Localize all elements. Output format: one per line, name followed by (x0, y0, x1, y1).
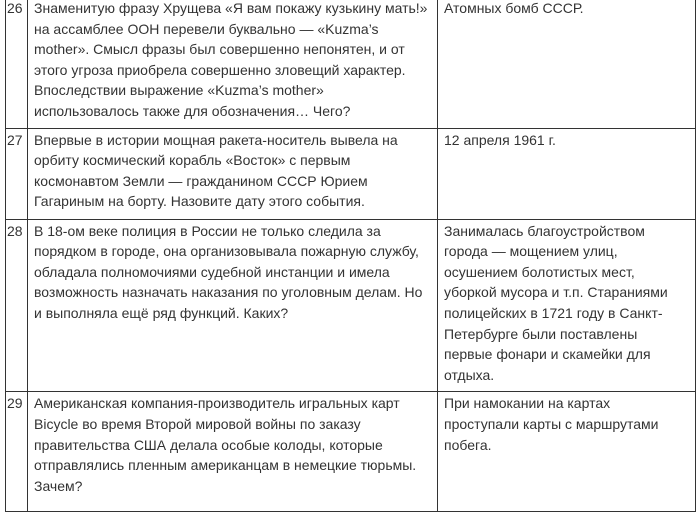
table-row (6, 392, 696, 512)
answer-text: 12 апреля 1961 г. (438, 128, 696, 219)
answer-text: Атомных бомб СССР. (438, 0, 696, 128)
question-number: 26 (6, 0, 28, 128)
quiz-table (5, 0, 696, 512)
answer-text: Занималась благоустройством города — мощением улиц, осушением болотистых мест, уборкой мусора и т.п. Стараниями полицейских в 1721 году в Санкт-Петербурге были поставлены первые фонари и скамейки для отдыха. (438, 219, 696, 392)
question-text: В 18-ом веке полиция в России не только следила за порядком в городе, она организовывала пожарную службу, обладала полномочиями судебной инстанции и имела возможность назначать наказания по уголовным делам. Но и выполняла ещё ряд функций. Каких? (28, 219, 438, 392)
table-row (6, 128, 696, 219)
question-text: Американская компания-производитель игральных карт Bicycle во время Второй мировой войны по заказу правительства США делала особые колоды, которые отправлялись пленным американцам в немецкие тюрьмы. Зачем? (28, 392, 438, 512)
question-text: Впервые в истории мощная ракета-носитель вывела на орбиту космический корабль «Восток» с первым космонавтом Земли — гражданином СССР Юрием Гагариным на борту. Назовите дату этого события. (28, 128, 438, 219)
table-row (6, 0, 696, 128)
question-number: 27 (6, 128, 28, 219)
question-number: 29 (6, 392, 28, 512)
question-number: 28 (6, 219, 28, 392)
answer-text: При намокании на картах проступали карты с маршрутами побега. (438, 392, 696, 512)
question-text: Знаменитую фразу Хрущева «Я вам покажу кузькину мать!» на ассамблее ООН перевели буквально — «Kuzma’s mother». Смысл фразы был совершенно непонятен, и от этого угроза приобрела совершенно зловещий характер. Впоследствии выражение «Kuzma’s mother» использовалось также для обозначения… Чего? (28, 0, 438, 128)
table-row (6, 219, 696, 392)
